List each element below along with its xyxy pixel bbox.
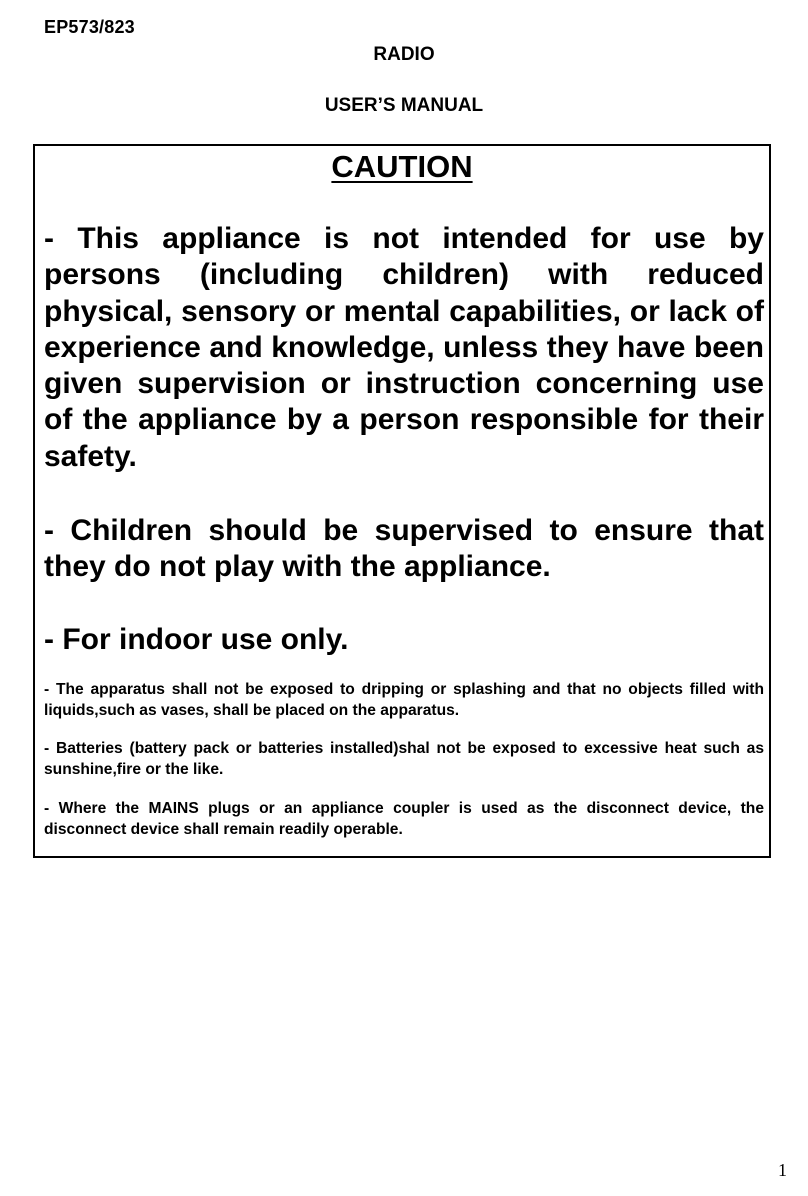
warning-indoor-use: - For indoor use only.: [44, 623, 349, 656]
caution-heading: [35, 148, 769, 186]
warning-children-supervised: - Children should be supervised to ensure that they do not play with the appliance.: [44, 514, 764, 584]
warning-mains-disconnect: - Where the MAINS plugs or an appliance coupler is used as the disconnect device, the disconnect device shall remain readily operable.: [44, 800, 764, 838]
caution-heading-text: CAUTION: [331, 149, 473, 184]
caution-box: [33, 144, 771, 858]
warning-batteries-heat: - Batteries (battery pack or batteries installed)shal not be exposed to excessive heat such as sunshine,fire or the like.: [44, 740, 764, 778]
page-number: 1: [778, 1160, 787, 1180]
warning-dripping-splashing: - The apparatus shall not be exposed to dripping or splashing and that no objects filled with liquids,such as vases, shall be placed on the apparatus.: [44, 681, 764, 719]
warning-supervision-capabilities: - This appliance is not intended for use by persons (including children) with reduced physical, sensory or mental capabilities, or lack of experience and knowledge, unless they have been given supervision or instruction concerning use of the appliance by a person responsible for their safety.: [44, 222, 764, 473]
document-title: RADIO: [373, 44, 435, 65]
document-subtitle: USER’S MANUAL: [324, 95, 484, 116]
model-code: EP573/823: [44, 17, 135, 37]
